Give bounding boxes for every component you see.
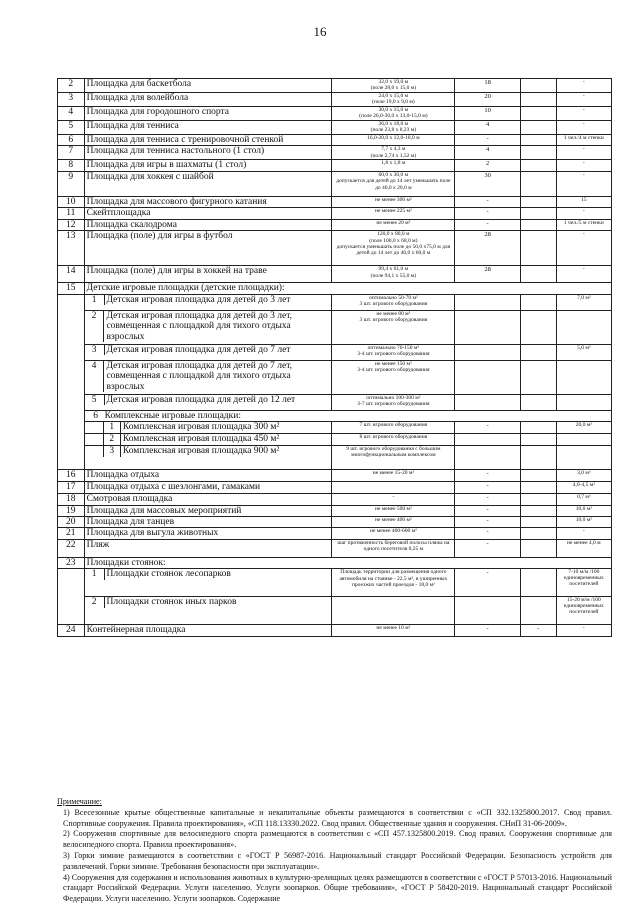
complex-facility <box>84 446 332 470</box>
area-value: 10 <box>455 107 521 121</box>
sub-facility <box>84 294 332 310</box>
area-value: 18 <box>455 79 521 93</box>
table-row <box>58 394 612 410</box>
table-row <box>58 135 612 146</box>
norm-value: - <box>556 93 611 107</box>
row-number: 8 <box>58 160 85 171</box>
table-row <box>58 597 612 625</box>
area-value: - <box>455 219 521 230</box>
sub-name: Детская игровая площадка для детей до 3 лет, совмещенная с площадкой для тихого отдыха взрослых <box>104 311 331 342</box>
facility-size: 9 шт. игрового оборудования с большим многофункциональным комплексом <box>332 446 455 470</box>
extra-value <box>520 470 556 482</box>
facility-size: оптимально 50-70 м² 3 шт. игрового оборудования <box>332 294 455 310</box>
facility-size: - <box>332 494 455 505</box>
norm-value <box>556 434 611 446</box>
sub-number: 5 <box>85 395 104 405</box>
facility-name: Площадка для баскетбола <box>84 79 332 93</box>
facility-size <box>332 482 455 494</box>
sub-number: 2 <box>85 311 104 342</box>
norm-value: 3,0 м² <box>556 470 611 482</box>
norm-value: 15 <box>556 196 611 207</box>
sub-number: 3 <box>85 345 104 355</box>
facility-size: оптимально 70-150 м² 3-4 шт. игрового оборудования <box>332 344 455 360</box>
facility-size: Площадь территории для размещения одного автомобиля на стоянке - 22,5 м², в ушиpенных проезжих частей проездов - 18,0 м² <box>332 569 455 597</box>
norm-value: - <box>556 79 611 93</box>
facility-size: 7 шт. игрового оборудования <box>332 422 455 434</box>
area-value: 2 <box>455 160 521 171</box>
norm-value: 7-10 м/м /100 единовременных посетителей <box>556 569 611 597</box>
area-value: - <box>455 494 521 505</box>
sub-facility <box>84 344 332 360</box>
facility-size: не менее 150 м² 3-4 шт. игрового оборудования <box>332 360 455 394</box>
area-value <box>455 294 521 310</box>
norm-value: - <box>556 208 611 219</box>
area-value: - <box>455 470 521 482</box>
page-number: 16 <box>313 24 327 39</box>
extra-value <box>520 434 556 446</box>
row-number-empty <box>58 360 85 394</box>
facility-size: не менее 80 м² 3 шт. игрового оборудования <box>332 310 455 344</box>
facility-name: Площадка для тенниса <box>84 121 332 135</box>
extra-value <box>520 208 556 219</box>
norm-value: 0,7 м² <box>556 494 611 505</box>
table-row <box>58 422 612 434</box>
table-row <box>58 482 612 494</box>
row-number-empty <box>58 310 85 344</box>
extra-value <box>520 494 556 505</box>
facility-size: 32,0 х 19,0 м (поле 28,0 х 15,0 м) <box>332 79 455 93</box>
extra-value <box>520 135 556 146</box>
extra-value <box>520 231 556 266</box>
extra-value <box>520 107 556 121</box>
row-number: 22 <box>58 539 85 557</box>
notes-section <box>57 797 612 905</box>
norm-value: 4,0-4,5 м² <box>556 482 611 494</box>
row-number: 4 <box>58 107 85 121</box>
norm-value: - <box>556 171 611 196</box>
facility-size <box>332 597 455 625</box>
notes-heading: Примечание: <box>57 797 102 806</box>
sub-number: 1 <box>103 422 120 432</box>
norm-value: - <box>556 146 611 160</box>
sub-table <box>85 395 332 405</box>
row-number: 16 <box>58 470 85 482</box>
facility-name: Площадка для тенниса с тренировочной стенкой <box>84 135 332 146</box>
facility-size: не менее 225 м² <box>332 208 455 219</box>
sub-facility <box>84 310 332 344</box>
row-number: 10 <box>58 196 85 207</box>
table-row <box>58 283 612 294</box>
sub-name: Детская игровая площадка для детей до 7 лет <box>104 345 331 355</box>
sub-number: 1 <box>85 295 104 305</box>
table-row <box>58 516 612 527</box>
row-number: 24 <box>58 625 85 636</box>
facility-size: 7,7 х 4,3 м (поле 2,74 х 1,52 м) <box>332 146 455 160</box>
facility-name: Площадка отдыха <box>84 470 332 482</box>
facilities-table <box>57 78 612 637</box>
row-number: 13 <box>58 231 85 266</box>
area-value: - <box>455 516 521 527</box>
norm-value: не менее 4,0 м <box>556 539 611 557</box>
facility-size: 60,0 х 30,0 м допускается для детей до 14 лет уменьшать поле до 40,0 х 20,0 м <box>332 171 455 196</box>
extra-value <box>520 394 556 410</box>
sub-number: 2 <box>85 597 104 607</box>
norm-value: 7,0 м² <box>556 294 611 310</box>
sub-name: Площадки стоянок лесопарков <box>104 569 331 579</box>
extra-value <box>520 482 556 494</box>
norm-value: - <box>556 625 611 636</box>
norm-value: - <box>556 528 611 539</box>
sub-table <box>85 361 332 392</box>
norm-value: - <box>556 107 611 121</box>
norm-value: 10,0 м² <box>556 516 611 527</box>
row-number: 18 <box>58 494 85 505</box>
sub-name: Детская игровая площадка для детей до 7 лет, совмещенная с площадкой для тихого отдыха взрослых <box>104 361 331 392</box>
facility-name: Детские игровые площадки (детские площадки): <box>84 283 611 294</box>
table-row <box>58 171 612 196</box>
row-number: 12 <box>58 219 85 230</box>
facility-name: Площадка (поле) для игры в хоккей на траве <box>84 266 332 283</box>
table-row <box>58 360 612 394</box>
facility-name: Скейтплощадка <box>84 208 332 219</box>
sub-table <box>103 422 332 432</box>
norm-value: - <box>556 231 611 266</box>
facility-name: Площадка отдыха с шезлонгами, гамаками <box>84 482 332 494</box>
table-row <box>58 569 612 597</box>
row-number: 15 <box>58 283 85 294</box>
area-value: 4 <box>455 121 521 135</box>
row-number-empty <box>58 410 85 421</box>
extra-value <box>520 171 556 196</box>
table-row <box>58 160 612 171</box>
facility-size: 1,8 х 1,8 м <box>332 160 455 171</box>
parking-facility <box>84 597 332 625</box>
row-number-empty <box>58 446 85 470</box>
sub-table <box>85 345 332 355</box>
note-item: 1) Всесезонные крытые общественные капитальные и некапитальные объекты размещаются в соответствии с «СП 332.1325800.2017. Свод правил. Спортивные сооружения. Правила проектирования», «СП 118.13330.2022. Свод правил. Общественные здания и сооружения. СНиП 31-06-2009». <box>63 807 612 828</box>
row-number-empty <box>58 597 85 625</box>
facility-name: Площадка для массовых мероприятий <box>84 505 332 516</box>
norm-value: 15-20 м/м /100 единовременных посетителей <box>556 597 611 625</box>
table-row <box>58 294 612 310</box>
extra-value <box>520 310 556 344</box>
area-value: - <box>455 482 521 494</box>
extra-value <box>520 516 556 527</box>
sub-number: 1 <box>85 569 104 579</box>
sub-name: Площадки стоянок иных парков <box>104 597 331 607</box>
sub-facility <box>84 360 332 394</box>
complex-number: 6 <box>93 410 98 421</box>
facility-size: не менее 15-20 м² <box>332 470 455 482</box>
extra-value <box>520 539 556 557</box>
area-value: - <box>455 422 521 434</box>
row-number-empty <box>58 434 85 446</box>
table-row <box>58 410 612 421</box>
facility-name: Площадки стоянок: <box>84 557 611 568</box>
facility-name: Площадка для волейбола <box>84 93 332 107</box>
table-row <box>58 266 612 283</box>
extra-value <box>520 360 556 394</box>
row-number-empty <box>58 422 85 434</box>
parking-facility <box>84 569 332 597</box>
norm-value: 1 чел./5 м стенки <box>556 219 611 230</box>
norm-value <box>556 446 611 470</box>
row-number-empty <box>58 344 85 360</box>
facility-size: не менее 20 м² <box>332 219 455 230</box>
row-number-empty <box>58 394 85 410</box>
area-value: 4 <box>455 146 521 160</box>
facility-name: Контейнерная площадка <box>84 625 332 636</box>
sub-table <box>103 434 332 444</box>
area-value: - <box>455 196 521 207</box>
extra-value: - <box>520 625 556 636</box>
norm-value: - <box>556 160 611 171</box>
table-row <box>58 146 612 160</box>
sub-table <box>85 569 332 579</box>
row-number: 6 <box>58 135 85 146</box>
row-number: 3 <box>58 93 85 107</box>
facility-name: Пляж <box>84 539 332 557</box>
sub-facility <box>84 394 332 410</box>
sub-name: Детская игровая площадка для детей до 3 лет <box>104 295 331 305</box>
table-row <box>58 528 612 539</box>
facility-size: 30,0 х 15,0 м (поле 26,0-30,0 х 13,0-15,0 м) <box>332 107 455 121</box>
sub-number: 2 <box>103 434 120 444</box>
extra-value <box>520 569 556 597</box>
sub-number: 4 <box>85 361 104 392</box>
extra-value <box>520 146 556 160</box>
area-value <box>455 434 521 446</box>
sub-table <box>85 597 332 607</box>
area-value: - <box>455 528 521 539</box>
area-value: - <box>455 539 521 557</box>
facility-size: не менее 300 м² <box>332 196 455 207</box>
sub-table <box>85 295 332 305</box>
row-number: 14 <box>58 266 85 283</box>
facility-name: Площадка (поле) для игры в футбол <box>84 231 332 266</box>
sub-number: 3 <box>103 446 120 456</box>
table-row <box>58 219 612 230</box>
sub-name: Комплексная игровая площадка 450 м² <box>120 434 331 444</box>
facility-size: не менее 400 м² <box>332 516 455 527</box>
table-row <box>58 107 612 121</box>
area-value: 28 <box>455 231 521 266</box>
area-value <box>455 310 521 344</box>
norm-value: - <box>556 266 611 283</box>
area-value: - <box>455 135 521 146</box>
facility-name: Площадка для массового фигурного катания <box>84 196 332 207</box>
area-value <box>455 597 521 625</box>
complex-label: Комплексные игровые площадки: <box>104 410 241 421</box>
table-row <box>58 505 612 516</box>
table-row <box>58 196 612 207</box>
norm-value <box>556 360 611 394</box>
row-number: 9 <box>58 171 85 196</box>
norm-value: 1 чел./4 м стенки <box>556 135 611 146</box>
extra-value <box>520 344 556 360</box>
row-number: 19 <box>58 505 85 516</box>
norm-value: 10,0 м² <box>556 505 611 516</box>
table-row <box>58 625 612 636</box>
row-number: 23 <box>58 557 85 568</box>
note-item: 3) Горки зимние размещаются в соответствии с «ГОСТ Р 56987-2016. Национальный стандарт Российской Федерации. Безопасность устройств для развлечений. Горки зимние. Требования безопасности при эксплуатации». <box>63 850 612 871</box>
sub-name: Комплексная игровая площадка 900 м² <box>120 446 331 456</box>
complex-facility <box>84 422 332 434</box>
extra-value <box>520 219 556 230</box>
facility-name: Смотровая площадка <box>84 494 332 505</box>
facility-name: Площадка для выгула животных <box>84 528 332 539</box>
table-row <box>58 344 612 360</box>
table-row <box>58 79 612 93</box>
complex-heading <box>84 410 611 421</box>
area-value <box>455 394 521 410</box>
facility-size: не менее 10 м² <box>332 625 455 636</box>
table-row <box>58 310 612 344</box>
sub-name: Комплексная игровая площадка 300 м² <box>120 422 331 432</box>
area-value: - <box>455 569 521 597</box>
table-row <box>58 494 612 505</box>
note-item: 2) Сооружения спортивные для велосипедного спорта размещаются в соответствии с «СП 457.1325800.2019. Свод правил. Сооружения спортивные для велосипедного спорта. Правила проектирования». <box>63 829 612 850</box>
extra-value <box>520 528 556 539</box>
row-number: 2 <box>58 79 85 93</box>
row-number: 7 <box>58 146 85 160</box>
facility-size: не менее 400-600 м² <box>332 528 455 539</box>
row-number: 21 <box>58 528 85 539</box>
area-value: - <box>455 208 521 219</box>
extra-value <box>520 422 556 434</box>
facility-size: не менее 500 м² <box>332 505 455 516</box>
extra-value <box>520 196 556 207</box>
extra-value <box>520 446 556 470</box>
facility-size: 24,0 х 15,0 м (поле 19,0 х 9,0 м) <box>332 93 455 107</box>
area-value: - <box>455 505 521 516</box>
norm-value: 20,0 м² <box>556 422 611 434</box>
row-number: 11 <box>58 208 85 219</box>
facility-size: оптимально 100-300 м² 3-7 шт. игрового оборудования <box>332 394 455 410</box>
note-item: 4) Сооружения для содержания и использования животных в культурно-зрелищных целях размещаются в соответствии с «ГОСТ Р 57013-2016. Национальный стандарт Российской Федерации. Услуги населению. Услуги зоопарков. Общие требования», «ГОСТ Р 58420-2019. Национальный стандарт Российской Федерации. Услуги населению. Услуги зоопарков. Содержание <box>63 872 612 904</box>
table-row <box>58 446 612 470</box>
facility-name: Площадка для хоккея с шайбой <box>84 171 332 196</box>
sub-name: Детская игровая площадка для детей до 12 лет <box>104 395 331 405</box>
extra-value <box>520 160 556 171</box>
facility-name: Площадка скалодрома <box>84 219 332 230</box>
table-row <box>58 208 612 219</box>
facility-name: Площадка для тенниса настольного (1 стол) <box>84 146 332 160</box>
sub-table <box>103 446 332 456</box>
facility-size: 99,4 х 61,0 м (поле 94,1 х 55,0 м) <box>332 266 455 283</box>
facility-name: Площадка для танцев <box>84 516 332 527</box>
facility-name: Площадка для городошного спорта <box>84 107 332 121</box>
table-row <box>58 470 612 482</box>
sub-table <box>85 311 332 342</box>
facility-size: 120,0 х 80,0 м (поле 100,0 х 68,0 м) допускается уменьшать поле до 50,0 х75,0 м для детей до 14 лет до 40,0 х 60,0 м <box>332 231 455 266</box>
norm-value <box>556 310 611 344</box>
table-row <box>58 121 612 135</box>
area-value <box>455 344 521 360</box>
extra-value <box>520 597 556 625</box>
norm-value: - <box>556 121 611 135</box>
facility-size: 36,0 х 18,0 м (поле 23,8 х 8,23 м) <box>332 121 455 135</box>
area-value <box>455 360 521 394</box>
extra-value <box>520 121 556 135</box>
table-row <box>58 557 612 568</box>
norm-value <box>556 394 611 410</box>
extra-value <box>520 93 556 107</box>
extra-value <box>520 266 556 283</box>
row-number: 20 <box>58 516 85 527</box>
area-value <box>455 446 521 470</box>
table-row <box>58 231 612 266</box>
area-value: 20 <box>455 93 521 107</box>
table-row <box>58 539 612 557</box>
facility-size: 8 шт. игрового оборудования <box>332 434 455 446</box>
extra-value <box>520 505 556 516</box>
facility-size: 16,0-20,0 х 12,0-18,0 м <box>332 135 455 146</box>
complex-facility <box>84 434 332 446</box>
area-value: 30 <box>455 171 521 196</box>
facility-size: шаг протяженность береговой полосы пляжа на одного посетителя 0,25 м <box>332 539 455 557</box>
facility-name: Площадка для игры в шахматы (1 стол) <box>84 160 332 171</box>
area-value: - <box>455 625 521 636</box>
row-number: 17 <box>58 482 85 494</box>
area-value: 28 <box>455 266 521 283</box>
table-row <box>58 93 612 107</box>
extra-value <box>520 79 556 93</box>
norm-value: 5,0 м² <box>556 344 611 360</box>
row-number-empty <box>58 294 85 310</box>
row-number: 5 <box>58 121 85 135</box>
table-row <box>58 434 612 446</box>
extra-value <box>520 294 556 310</box>
row-number-empty <box>58 569 85 597</box>
